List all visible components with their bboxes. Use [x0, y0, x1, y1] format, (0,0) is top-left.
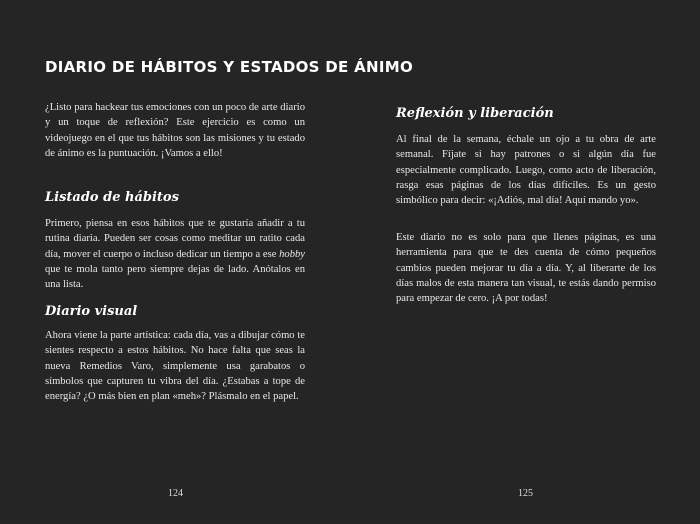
right-page	[350, 0, 700, 524]
heading-diario-visual: Diario visual	[45, 304, 138, 319]
page-title: DIARIO DE HÁBITOS Y ESTADOS DE ÁNIMO	[45, 58, 414, 76]
page-number-left: 124	[168, 488, 183, 499]
heading-reflexion-liberacion: Reflexión y liberación	[396, 106, 554, 121]
listado-text-a: Primero, piensa en esos hábitos que te gustaría añadir a tu rutina diaria. Pueden ser cosas como meditar un ratito cada día, mover el cuerpo o incluso dedicar un tiempo a ese	[45, 218, 305, 260]
listado-text-b: que te mola tanto pero siempre dejas de lado. Anótalos en una lista.	[45, 263, 305, 291]
reflexion-paragraph: Al final de la semana, échale un ojo a tu obra de arte semanal. Fíjate si hay patrones o si algún día fue especialmente complicado. Luego, como acto de liberación, rasga esas páginas de los días difíciles. Es un gesto simbólico para decir: «¡Adiós, mal día! Aquí mando yo».	[396, 134, 656, 207]
listado-paragraph	[45, 216, 305, 292]
listado-text-emphasis: hobby	[279, 248, 305, 260]
intro-paragraph: ¿Listo para hackear tus emociones con un poco de arte diario y un toque de reflexión? Este ejercicio es como un videojuego en el que tus hábitos son las misiones y tu estado de ánimo es la puntuación. ¡Vamos a ello!	[45, 102, 305, 159]
closing-paragraph: Este diario no es solo para que llenes páginas, es una herramienta para que te des cuenta de cómo pequeños cambios pueden mejorar tu día a día. Y, al liberarte de los días malos de esta manera tan visual, te estás dando permiso para empezar de cero. ¡A por todas!	[396, 232, 656, 305]
heading-listado-habitos: Listado de hábitos	[45, 190, 179, 205]
page-number-right: 125	[518, 488, 533, 499]
diario-visual-paragraph: Ahora viene la parte artística: cada día, vas a dibujar cómo te sientes respecto a estos hábitos. No hace falta que seas la nueva Remedios Varo, simplemente usa garabatos o símbolos que capturen tu vibra del día. ¿Estabas a tope de energía? ¿O más bien en plan «meh»? Plásmalo en el papel.	[45, 330, 305, 403]
